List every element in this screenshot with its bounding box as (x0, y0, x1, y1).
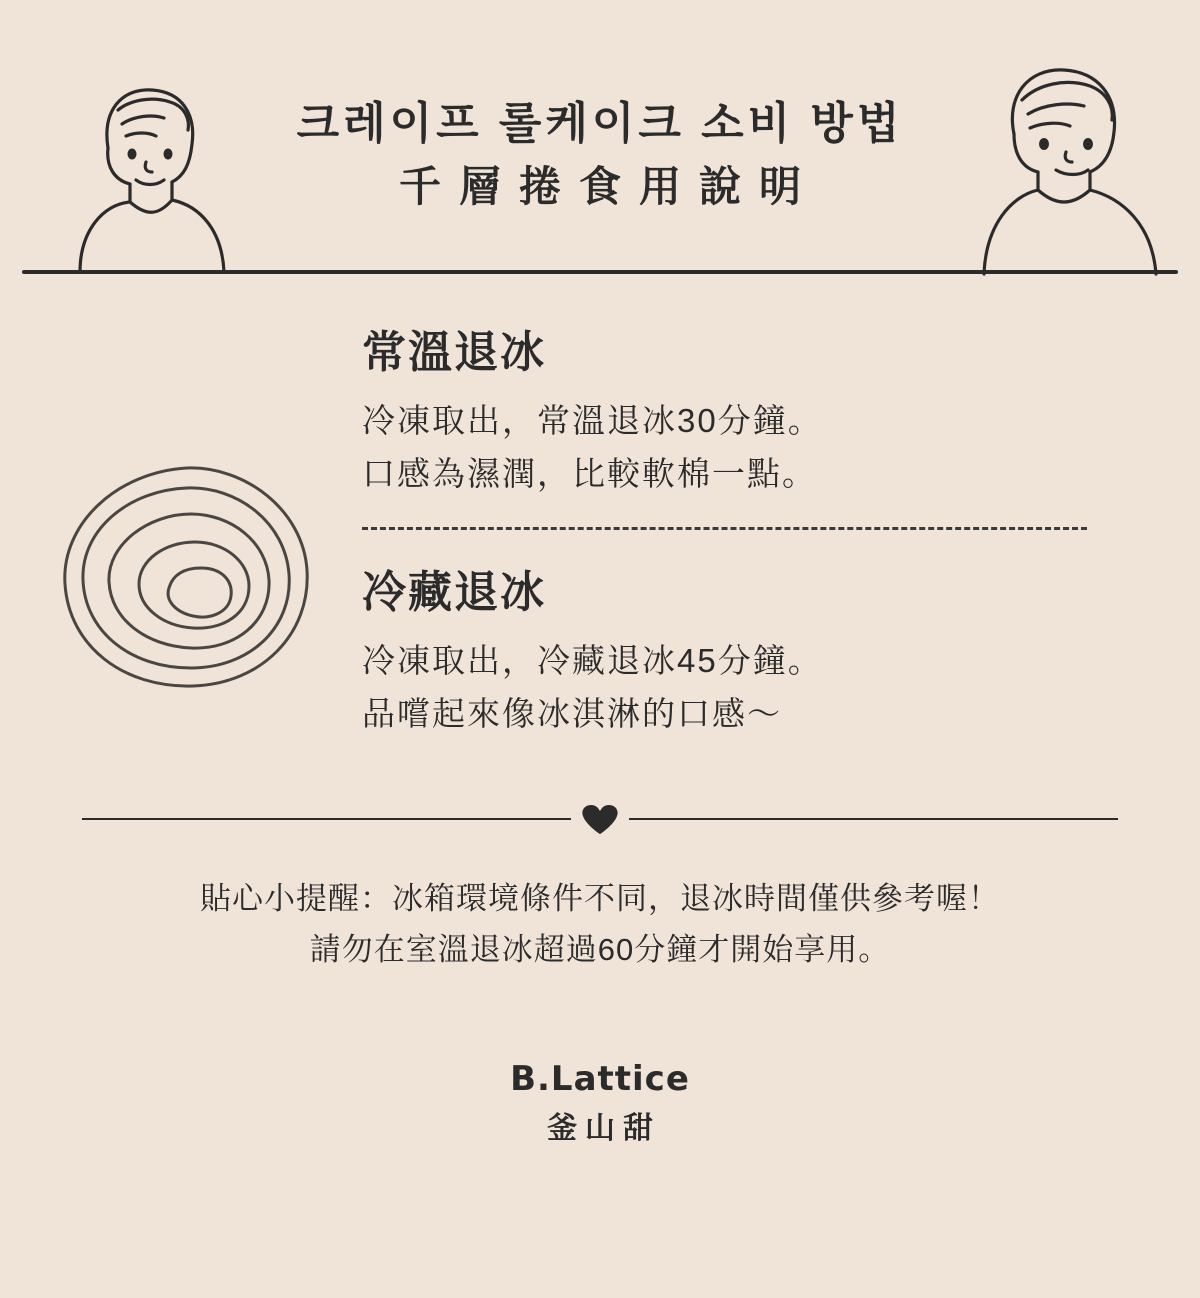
section-title: 常溫退冰 (362, 328, 546, 377)
heart-icon (571, 799, 629, 839)
section-line: 品嚐起來像冰淇淋的口感～ (362, 695, 782, 733)
note-line: 貼心小提醒：冰箱環境條件不同，退冰時間僅供參考喔！ (200, 880, 1000, 916)
reminder-notes (0, 873, 1200, 975)
title-korean: 크레이프 롤케이크 소비 방법 (296, 99, 904, 148)
section-refrigerated (362, 556, 1120, 741)
instructions-sections (362, 316, 1120, 741)
section-dashed-divider (362, 527, 1087, 530)
section-line: 冷凍取出，常溫退冰30分鐘。 (362, 402, 823, 439)
person-illustration-icon (970, 48, 1180, 276)
poster-content (0, 280, 1200, 1147)
header-divider (22, 270, 1178, 274)
brand-name-latin: B.Lattice (510, 1059, 690, 1100)
section-title: 冷藏退冰 (362, 567, 546, 617)
poster-header (0, 0, 1200, 280)
title-chinese: 千層捲食用說明 (398, 163, 819, 210)
section-line: 口感為濕潤，比較軟棉一點。 (362, 455, 817, 493)
heart-divider (82, 799, 1118, 839)
crepe-roll-swirl-icon (55, 462, 315, 692)
brand-block (0, 1059, 1200, 1147)
section-room-temperature (362, 316, 1120, 501)
section-line: 冷凍取出，冷藏退冰45分鐘。 (362, 641, 823, 679)
brand-name-chinese: 釜山甜 (547, 1112, 661, 1146)
note-line: 請勿在室溫退冰超過60分鐘才開始享用。 (309, 931, 891, 967)
